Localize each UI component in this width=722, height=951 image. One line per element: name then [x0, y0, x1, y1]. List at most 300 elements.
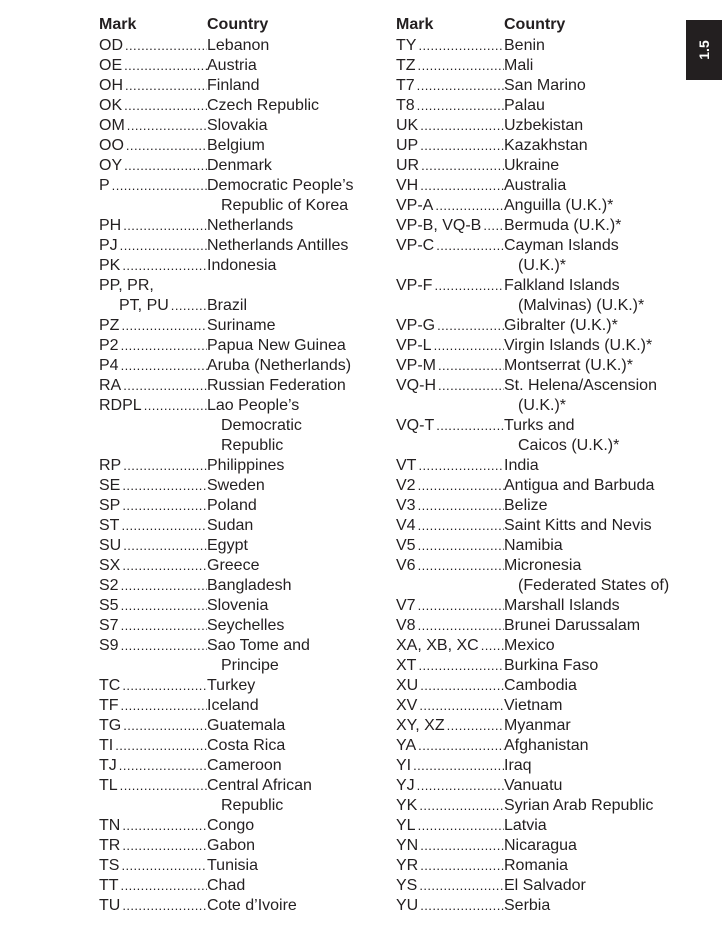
- entry-line: [99, 156, 389, 176]
- entry-line: [99, 396, 389, 416]
- entry-line: [396, 56, 686, 76]
- list-item: [99, 696, 389, 716]
- country-name: Afghanistan: [504, 737, 589, 754]
- entry-line: [396, 796, 686, 816]
- aircraft-mark: VP-M . . .: [396, 356, 504, 376]
- country-name: Netherlands Antilles: [207, 237, 349, 254]
- entry-line: [99, 856, 389, 876]
- list-item: [99, 56, 389, 76]
- aircraft-mark: TU . . .: [99, 896, 207, 916]
- list-item: [99, 396, 389, 456]
- country-name: Micronesia: [504, 557, 582, 574]
- country-name: Gabon: [207, 837, 256, 854]
- entry-line: [99, 776, 389, 796]
- aircraft-mark: TY . . .: [396, 36, 504, 56]
- entry-line: [396, 536, 686, 556]
- entry-line: [396, 696, 686, 716]
- entry-line: [99, 356, 389, 376]
- entry-line: [99, 796, 389, 816]
- entry-line: [99, 656, 389, 676]
- aircraft-mark: UR . . .: [396, 156, 504, 176]
- aircraft-mark: T8 . . .: [396, 96, 504, 116]
- country-name: Suriname: [207, 317, 276, 334]
- list-item: [396, 876, 686, 896]
- list-item: [99, 456, 389, 476]
- list-item: [396, 196, 686, 216]
- entry-line: [396, 836, 686, 856]
- country-name-continued: Principe: [221, 657, 279, 674]
- aircraft-mark: S7 . . .: [99, 616, 207, 636]
- list-item: [396, 516, 686, 536]
- list-item: [396, 836, 686, 856]
- entry-line: [396, 256, 686, 276]
- entry-line: [99, 216, 389, 236]
- country-name: Marshall Islands: [504, 597, 620, 614]
- aircraft-mark: S2 . . .: [99, 576, 207, 596]
- aircraft-mark: YK . . .: [396, 796, 504, 816]
- list-item: [99, 556, 389, 576]
- entry-line: [99, 296, 389, 316]
- entry-line: [396, 76, 686, 96]
- list-item: [99, 856, 389, 876]
- list-item: [99, 76, 389, 96]
- entry-line: [396, 316, 686, 336]
- entry-line: [396, 736, 686, 756]
- entry-line: [99, 96, 389, 116]
- list-item: [396, 496, 686, 516]
- entry-line: [396, 116, 686, 136]
- aircraft-mark: ST . . .: [99, 516, 207, 536]
- aircraft-mark: VP-L . . .: [396, 336, 504, 356]
- aircraft-mark: OO . . .: [99, 136, 207, 156]
- column-header: [396, 16, 686, 36]
- list-item: [396, 696, 686, 716]
- aircraft-mark: OD . . .: [99, 36, 207, 56]
- aircraft-mark: XY, XZ . . .: [396, 716, 504, 736]
- country-name: Mali: [504, 57, 534, 74]
- entry-line: [396, 716, 686, 736]
- entry-line: [99, 596, 389, 616]
- list-item: [99, 176, 389, 216]
- left-entry-list: [99, 36, 389, 916]
- list-item: [396, 676, 686, 696]
- entry-line: [396, 336, 686, 356]
- country-name: Kazakhstan: [504, 137, 588, 154]
- aircraft-mark: PZ . . .: [99, 316, 207, 336]
- aircraft-mark: OK . . .: [99, 96, 207, 116]
- entry-line: [396, 556, 686, 576]
- country-name: St. Helena/Ascension: [504, 377, 657, 394]
- country-name: Vietnam: [504, 697, 563, 714]
- entry-line: [99, 56, 389, 76]
- country-name-continued: (U.K.)*: [518, 257, 566, 274]
- aircraft-mark: VP-C . . .: [396, 236, 504, 256]
- list-item: [396, 476, 686, 496]
- entry-line: [99, 256, 389, 276]
- section-tab-label: 1.5: [696, 40, 712, 60]
- entry-line: [99, 436, 389, 456]
- aircraft-mark: YI . . .: [396, 756, 504, 776]
- country-name: Cote d’Ivoire: [207, 897, 297, 914]
- aircraft-mark: XV . . .: [396, 696, 504, 716]
- country-name-continued: Republic of Korea: [221, 197, 349, 214]
- list-item: [396, 76, 686, 96]
- entry-line: [99, 116, 389, 136]
- left-column: [99, 16, 389, 916]
- list-item: [396, 736, 686, 756]
- entry-line: [396, 136, 686, 156]
- aircraft-mark: V3 . . .: [396, 496, 504, 516]
- country-name: Serbia: [504, 897, 551, 914]
- entry-line: [396, 756, 686, 776]
- entry-line: [99, 616, 389, 636]
- aircraft-mark: RA . . .: [99, 376, 207, 396]
- entry-line: [396, 876, 686, 896]
- aircraft-mark: UP . . .: [396, 136, 504, 156]
- country-name: Lao People’s: [207, 397, 300, 414]
- aircraft-mark: OH . . .: [99, 76, 207, 96]
- list-item: [396, 856, 686, 876]
- list-item: [396, 316, 686, 336]
- entry-line: [396, 376, 686, 396]
- header-country: Country: [504, 16, 566, 33]
- aircraft-mark: SP . . .: [99, 496, 207, 516]
- entry-line: [396, 896, 686, 916]
- list-item: [99, 736, 389, 756]
- aircraft-mark: YN . . .: [396, 836, 504, 856]
- country-name: Antigua and Barbuda: [504, 477, 655, 494]
- country-name: Namibia: [504, 537, 563, 554]
- entry-line: [396, 596, 686, 616]
- aircraft-mark: V8 . . .: [396, 616, 504, 636]
- aircraft-mark: OE . . .: [99, 56, 207, 76]
- list-item: [99, 776, 389, 816]
- country-name-continued: Republic: [221, 437, 284, 454]
- list-item: [99, 236, 389, 256]
- aircraft-mark: V6 . . .: [396, 556, 504, 576]
- header-mark: Mark: [396, 16, 434, 33]
- list-item: [99, 216, 389, 236]
- list-item: [396, 416, 686, 456]
- list-item: [99, 756, 389, 776]
- aircraft-mark: YU . . .: [396, 896, 504, 916]
- country-name: Benin: [504, 37, 545, 54]
- list-item: [99, 96, 389, 116]
- entry-line: [99, 496, 389, 516]
- country-name: Australia: [504, 177, 567, 194]
- list-item: [396, 596, 686, 616]
- entry-line: [396, 96, 686, 116]
- country-name: Central African: [207, 777, 312, 794]
- country-name: Greece: [207, 557, 260, 574]
- country-name: Bermuda (U.K.)*: [504, 217, 622, 234]
- aircraft-mark: VP-G . . .: [396, 316, 504, 336]
- right-column: [396, 16, 686, 916]
- entry-line: [99, 836, 389, 856]
- aircraft-mark: VP-F . . .: [396, 276, 504, 296]
- country-name: Ukraine: [504, 157, 560, 174]
- country-name: Palau: [504, 97, 545, 114]
- country-name: Gibralter (U.K.)*: [504, 317, 618, 334]
- country-name: Syrian Arab Republic: [504, 797, 654, 814]
- country-name: Chad: [207, 877, 246, 894]
- column-header: [99, 16, 389, 36]
- aircraft-mark: XA, XB, XC . . .: [396, 636, 504, 656]
- country-name: Netherlands: [207, 217, 294, 234]
- aircraft-mark: TG . . .: [99, 716, 207, 736]
- aircraft-mark: TZ . . .: [396, 56, 504, 76]
- country-name: Slovakia: [207, 117, 268, 134]
- aircraft-mark: T7 . . .: [396, 76, 504, 96]
- entry-line: [99, 896, 389, 916]
- entry-line: [99, 336, 389, 356]
- country-name: Bangladesh: [207, 577, 292, 594]
- aircraft-mark: RDPL . . .: [99, 396, 207, 416]
- aircraft-mark: PP, PR,: [99, 277, 154, 294]
- list-item: [396, 796, 686, 816]
- entry-line: [396, 456, 686, 476]
- country-name-continued: Republic: [221, 797, 284, 814]
- entry-line: [99, 196, 389, 216]
- entry-line: [396, 656, 686, 676]
- aircraft-mark: V7 . . .: [396, 596, 504, 616]
- country-name: Cayman Islands: [504, 237, 619, 254]
- list-item: [396, 616, 686, 636]
- list-item: [99, 676, 389, 696]
- country-name: Belgium: [207, 137, 265, 154]
- country-name: Aruba (Netherlands): [207, 357, 352, 374]
- country-name: Poland: [207, 497, 257, 514]
- entry-line: [396, 496, 686, 516]
- entry-line: [99, 536, 389, 556]
- entry-line: [396, 36, 686, 56]
- country-name: Romania: [504, 857, 569, 874]
- entry-line: [396, 856, 686, 876]
- country-name: Iraq: [504, 757, 532, 774]
- aircraft-mark: TF . . .: [99, 696, 207, 716]
- aircraft-mark: VT . . .: [396, 456, 504, 476]
- aircraft-mark: XU . . .: [396, 676, 504, 696]
- country-name: Sudan: [207, 517, 254, 534]
- country-name: Iceland: [207, 697, 259, 714]
- list-item: [396, 176, 686, 196]
- entry-line: [99, 376, 389, 396]
- aircraft-mark: TN . . .: [99, 816, 207, 836]
- list-item: [396, 356, 686, 376]
- list-item: [99, 576, 389, 596]
- aircraft-mark: TS . . .: [99, 856, 207, 876]
- entry-line: [99, 676, 389, 696]
- right-entry-list: [396, 36, 686, 916]
- list-item: [396, 536, 686, 556]
- aircraft-mark: SX . . .: [99, 556, 207, 576]
- list-item: [99, 356, 389, 376]
- entry-line: [396, 156, 686, 176]
- country-name: Tunisia: [207, 857, 258, 874]
- list-item: [99, 276, 389, 316]
- country-name: Saint Kitts and Nevis: [504, 517, 652, 534]
- country-name: Montserrat (U.K.)*: [504, 357, 633, 374]
- list-item: [99, 496, 389, 516]
- aircraft-mark: VQ-T . . .: [396, 416, 504, 436]
- list-item: [99, 476, 389, 496]
- aircraft-mark: RP . . .: [99, 456, 207, 476]
- list-item: [99, 516, 389, 536]
- aircraft-mark: PJ . . .: [99, 236, 207, 256]
- aircraft-mark: V5 . . .: [396, 536, 504, 556]
- list-item: [99, 36, 389, 56]
- country-name: India: [504, 457, 539, 474]
- list-item: [99, 156, 389, 176]
- aircraft-mark: TC . . .: [99, 676, 207, 696]
- country-name: Egypt: [207, 537, 248, 554]
- country-name-continued: (Federated States of): [518, 577, 670, 594]
- country-name: Nicaragua: [504, 837, 577, 854]
- entry-line: [396, 396, 686, 416]
- list-item: [99, 896, 389, 916]
- entry-line: [99, 276, 389, 296]
- country-name: Czech Republic: [207, 97, 320, 114]
- country-name: Turks and: [504, 417, 575, 434]
- country-name: Falkland Islands: [504, 277, 620, 294]
- aircraft-mark: V2 . . .: [396, 476, 504, 496]
- aircraft-mark: PT, PU . . .: [99, 296, 227, 316]
- list-item: [396, 896, 686, 916]
- list-item: [396, 456, 686, 476]
- list-item: [99, 376, 389, 396]
- list-item: [99, 636, 389, 676]
- aircraft-mark: TI . . .: [99, 736, 207, 756]
- entry-line: [99, 76, 389, 96]
- entry-line: [99, 636, 389, 656]
- country-name: Virgin Islands (U.K.)*: [504, 337, 653, 354]
- section-tab: [686, 20, 722, 80]
- entry-line: [396, 776, 686, 796]
- list-item: [396, 236, 686, 276]
- list-item: [99, 716, 389, 736]
- country-name: Burkina Faso: [504, 657, 599, 674]
- aircraft-mark: P4 . . .: [99, 356, 207, 376]
- aircraft-mark: VH . . .: [396, 176, 504, 196]
- aircraft-mark: S9 . . .: [99, 636, 207, 656]
- country-name-continued: (U.K.)*: [518, 397, 566, 414]
- list-item: [99, 256, 389, 276]
- country-name: Congo: [207, 817, 255, 834]
- country-name: Myanmar: [504, 717, 571, 734]
- entry-line: [99, 476, 389, 496]
- list-item: [99, 136, 389, 156]
- country-name-continued: Democratic: [221, 417, 302, 434]
- list-item: [396, 776, 686, 796]
- list-item: [396, 716, 686, 736]
- country-name: Lebanon: [207, 37, 270, 54]
- entry-line: [396, 576, 686, 596]
- header-mark: Mark: [99, 16, 137, 33]
- country-name: Cameroon: [207, 757, 282, 774]
- list-item: [396, 216, 686, 236]
- country-name: Costa Rica: [207, 737, 286, 754]
- list-item: [396, 656, 686, 676]
- list-item: [396, 816, 686, 836]
- aircraft-mark: V4 . . .: [396, 516, 504, 536]
- entry-line: [99, 556, 389, 576]
- entry-line: [99, 716, 389, 736]
- entry-line: [396, 236, 686, 256]
- country-name: San Marino: [504, 77, 586, 94]
- aircraft-mark: YR . . .: [396, 856, 504, 876]
- entry-line: [99, 316, 389, 336]
- list-item: [99, 816, 389, 836]
- aircraft-mark: SU . . .: [99, 536, 207, 556]
- aircraft-mark: YA . . .: [396, 736, 504, 756]
- country-name: Sweden: [207, 477, 265, 494]
- entry-line: [99, 416, 389, 436]
- entry-line: [396, 616, 686, 636]
- entry-line: [396, 416, 686, 436]
- country-name: Latvia: [504, 817, 547, 834]
- entry-line: [99, 36, 389, 56]
- country-name-continued: (Malvinas) (U.K.)*: [518, 297, 645, 314]
- header-country: Country: [207, 16, 269, 33]
- country-name: Austria: [207, 57, 257, 74]
- country-name: Seychelles: [207, 617, 285, 634]
- entry-line: [99, 756, 389, 776]
- list-item: [99, 316, 389, 336]
- country-name: Mexico: [504, 637, 555, 654]
- entry-line: [99, 136, 389, 156]
- list-item: [99, 616, 389, 636]
- list-item: [99, 876, 389, 896]
- entry-line: [99, 736, 389, 756]
- country-name: Brazil: [207, 297, 248, 314]
- entry-line: [99, 176, 389, 196]
- aircraft-mark: SE . . .: [99, 476, 207, 496]
- aircraft-mark: TJ . . .: [99, 756, 207, 776]
- list-item: [396, 116, 686, 136]
- aircraft-mark: YJ . . .: [396, 776, 504, 796]
- country-name-continued: Caicos (U.K.)*: [518, 437, 620, 454]
- country-name: Papua New Guinea: [207, 337, 346, 354]
- entry-line: [396, 176, 686, 196]
- list-item: [396, 96, 686, 116]
- country-name: Sao Tome and: [207, 637, 310, 654]
- list-item: [396, 156, 686, 176]
- country-name: Belize: [504, 497, 548, 514]
- entry-line: [99, 576, 389, 596]
- list-item: [396, 36, 686, 56]
- list-item: [396, 756, 686, 776]
- aircraft-mark: P2 . . .: [99, 336, 207, 356]
- entry-line: [99, 876, 389, 896]
- list-item: [396, 136, 686, 156]
- entry-line: [396, 196, 686, 216]
- aircraft-mark: TR . . .: [99, 836, 207, 856]
- list-item: [99, 836, 389, 856]
- aircraft-mark: VP-B, VQ-B . . .: [396, 216, 504, 236]
- country-name: Uzbekistan: [504, 117, 584, 134]
- aircraft-mark: S5 . . .: [99, 596, 207, 616]
- country-name: Finland: [207, 77, 260, 94]
- aircraft-mark: PK . . .: [99, 256, 207, 276]
- list-item: [396, 276, 686, 316]
- entry-line: [396, 216, 686, 236]
- list-item: [396, 56, 686, 76]
- country-name: Indonesia: [207, 257, 277, 274]
- aircraft-mark: UK . . .: [396, 116, 504, 136]
- entry-line: [396, 636, 686, 656]
- entry-line: [99, 236, 389, 256]
- entry-line: [99, 696, 389, 716]
